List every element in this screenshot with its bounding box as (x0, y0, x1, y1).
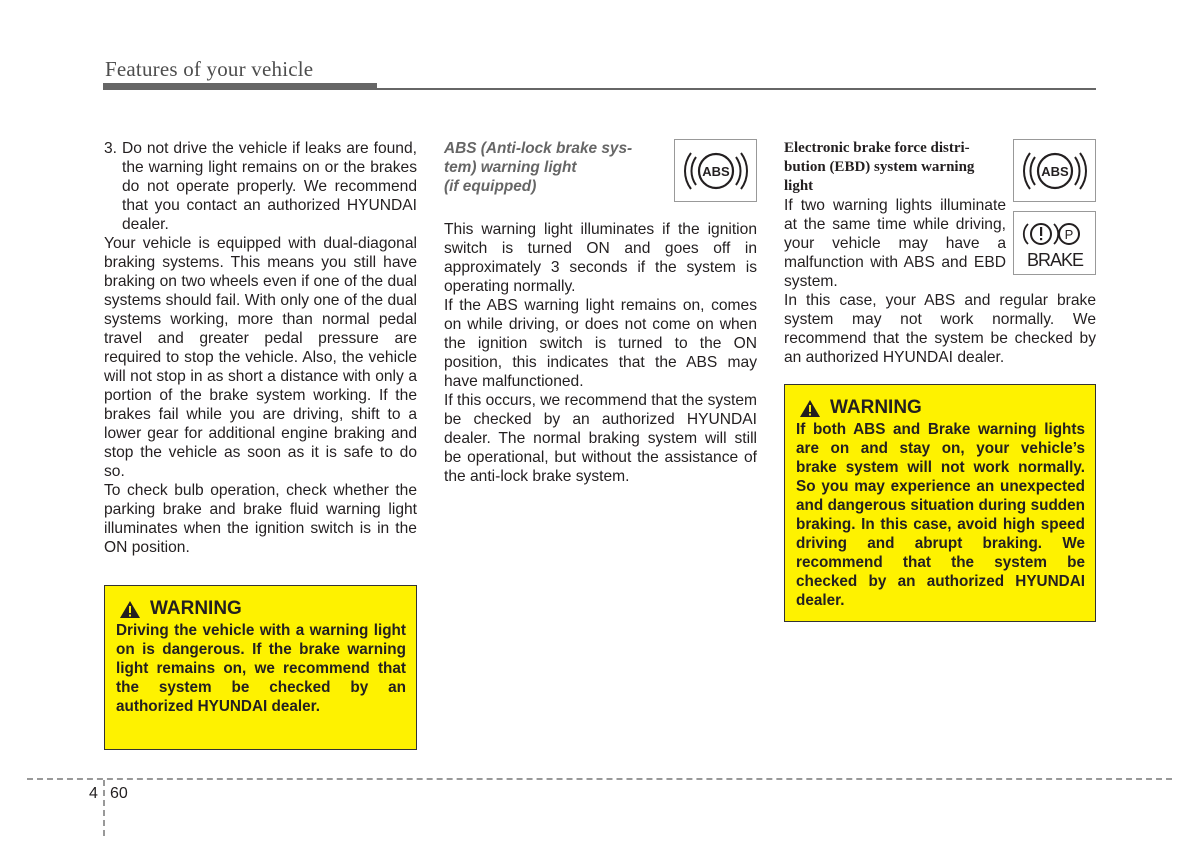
list-number: 3. (104, 140, 118, 157)
warning-heading (796, 397, 1085, 419)
brake-icon-p: P (1064, 227, 1073, 242)
abs-icon (1023, 145, 1087, 197)
brake-icon (1020, 215, 1090, 271)
warning-box-2 (784, 384, 1096, 622)
footer-divider (103, 780, 105, 836)
header-rule-thick (103, 83, 377, 90)
abs-heading-line-2: tem) warning light (444, 159, 577, 176)
ebd-heading-line-2: bution (EBD) system warning (784, 159, 975, 175)
ebd-heading-line-1: Electronic brake force distri- (784, 140, 970, 156)
abs-heading (444, 139, 669, 196)
ebd-abs-icon-box (1013, 139, 1096, 202)
section-number: 4 (89, 785, 98, 802)
warning-triangle-icon (799, 399, 821, 418)
header-rule-thin (377, 88, 1096, 90)
footer-rule (27, 778, 1172, 780)
ebd-heading-line-3: light (784, 178, 814, 194)
list-text: Do not drive the vehicle if leaks are found, the warning light remains on or the brakes do not operate properly. We recommend that you contact an authorized HYUNDAI dealer. (122, 140, 417, 233)
warning-title: WARNING (830, 397, 922, 418)
page-number: 60 (110, 785, 128, 802)
bulb-check-paragraph: To check bulb operation, check whether the parking brake and brake fluid warning light illuminates when the ignition switch is in the ON position. (104, 482, 417, 556)
warning-heading (116, 598, 406, 620)
abs-paragraph-1: This warning light illuminates if the ignition switch is turned ON and goes off in approximately 3 seconds if the system is operating normally. (444, 221, 757, 295)
ebd-abs-icon-label: ABS (1040, 163, 1069, 179)
abs-heading-line-3: (if equipped) (444, 178, 537, 195)
abs-icon (684, 145, 748, 197)
header-title: Features of your vehicle (105, 57, 314, 81)
brake-icon-label: BRAKE (1026, 250, 1083, 270)
ebd-heading (784, 139, 1009, 196)
warning-text: Driving the vehicle with a warning light on is dangerous. If the brake warning light remains on, we recommend that the system be checked by an authorized HYUNDAI dealer. (116, 622, 406, 715)
warning-box-1 (104, 585, 417, 750)
abs-paragraph-3: If this occurs, we recommend that the system be checked by an authorized HYUNDAI dealer. The normal braking system will still be operational, but without the assistance of the anti-lock brake system. (444, 392, 757, 485)
ebd-paragraph-1: If two warning lights illuminate at the same time while driving, your vehicle may have a malfunction with ABS and EBD system. (784, 197, 1006, 290)
warning-triangle-icon (119, 600, 141, 619)
abs-icon-label: ABS (701, 163, 730, 179)
dual-braking-paragraph: Your vehicle is equipped with dual-diagonal braking systems. This means you still have braking on two wheels even if one of the dual systems should fail. With only one of the dual systems working, more than normal pedal travel and greater pedal pressure are required to stop the vehicle. Also, the vehicle will not stop in as short a distance with only a portion of the brake system working. If the brakes fail while you are driving, shift to a lower gear for additional engine braking and stop the vehicle as soon as it is safe to do so. (104, 235, 417, 480)
ebd-paragraph-2: In this case, your ABS and regular brake system may not work normally. We recommend that the system be checked by an authorized HYUNDAI dealer. (784, 292, 1096, 366)
abs-paragraph-2: If the ABS warning light remains on, comes on while driving, or does not come on when the ignition switch is turned to the ON position, this indicates that the ABS may have malfunctioned. (444, 297, 757, 390)
abs-heading-line-1: ABS (Anti-lock brake sys- (444, 140, 633, 157)
list-item-3 (104, 139, 417, 234)
column-1 (104, 139, 417, 557)
warning-title: WARNING (150, 598, 242, 619)
abs-icon-box (674, 139, 757, 202)
brake-icon-box (1013, 211, 1096, 275)
warning-text: If both ABS and Brake warning lights are on and stay on, your vehicle’s brake system will not work normally. So you may experience an unexpected and dangerous situation during sudden braking. In this case, avoid high speed driving and abrupt braking. We recommend that the system be checked by an authorized HYUNDAI dealer. (796, 421, 1085, 609)
